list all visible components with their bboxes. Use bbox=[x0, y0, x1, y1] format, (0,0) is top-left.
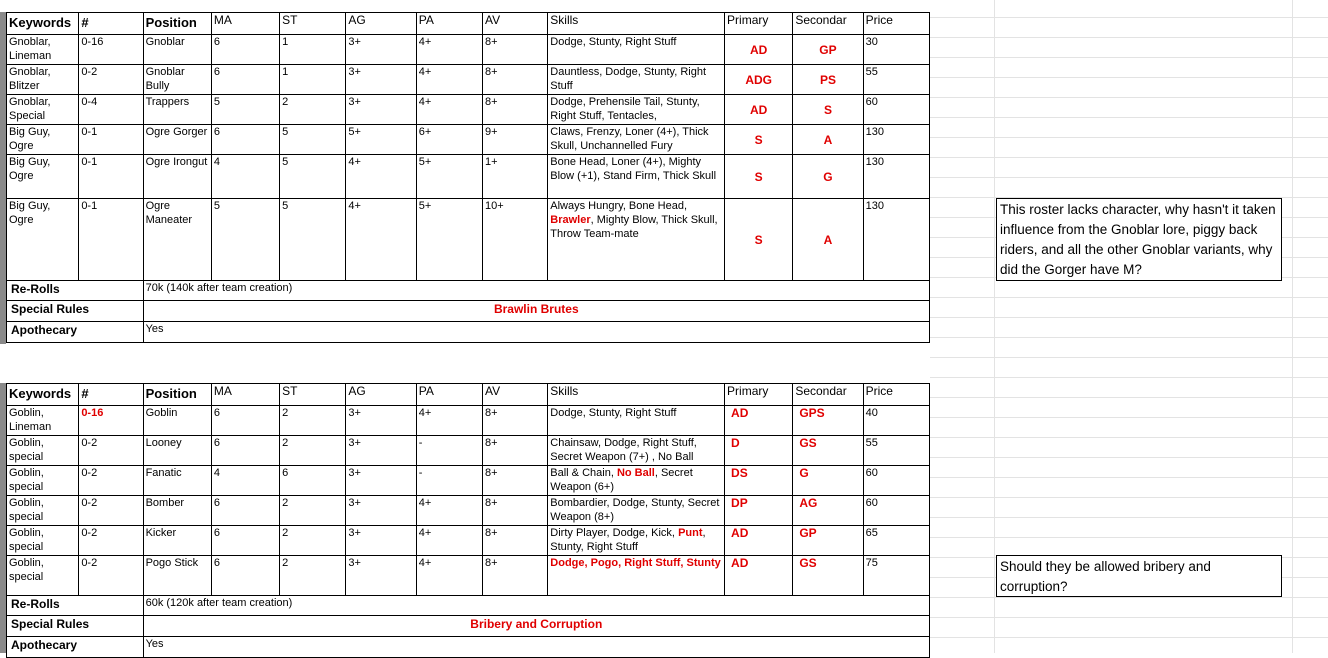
cell-position[interactable]: Ogre Irongut bbox=[143, 155, 211, 199]
cell-pa[interactable]: 4+ bbox=[416, 496, 482, 526]
cell-ag[interactable]: 3+ bbox=[346, 556, 416, 596]
cell-ma[interactable]: 6 bbox=[211, 496, 279, 526]
rerolls-label[interactable]: Re-Rolls bbox=[7, 596, 144, 616]
cell-skills[interactable]: Dodge, Stunty, Right Stuff bbox=[548, 35, 725, 65]
special-rules-row bbox=[7, 616, 930, 637]
cell-skills[interactable]: Chainsaw, Dodge, Right Stuff, Secret Weapon (7+) , No Ball bbox=[548, 436, 725, 466]
cell-position[interactable]: Kicker bbox=[143, 526, 211, 556]
roster-table-goblin bbox=[6, 383, 930, 658]
apothecary-row bbox=[7, 322, 930, 343]
grid-line bbox=[930, 337, 1328, 338]
cell-ma[interactable]: 4 bbox=[211, 155, 279, 199]
cell-secondary[interactable]: A bbox=[793, 199, 863, 281]
table-row bbox=[7, 65, 930, 95]
grid-line bbox=[930, 517, 1328, 518]
cell-pa[interactable]: 4+ bbox=[416, 556, 482, 596]
cell-position[interactable]: Looney bbox=[143, 436, 211, 466]
cell-ma[interactable]: 6 bbox=[211, 125, 279, 155]
cell-position[interactable]: Ogre Gorger bbox=[143, 125, 211, 155]
cell-skills[interactable]: Dodge, Stunty, Right Stuff bbox=[548, 406, 725, 436]
cell-position[interactable]: Bomber bbox=[143, 496, 211, 526]
cell-pa[interactable]: 5+ bbox=[416, 199, 482, 281]
cell-ma[interactable]: 4 bbox=[211, 466, 279, 496]
cell-price[interactable]: 30 bbox=[863, 35, 929, 65]
grid-line bbox=[930, 357, 1328, 358]
cell-primary[interactable]: DP bbox=[725, 496, 793, 526]
header-av[interactable]: AV bbox=[483, 13, 548, 35]
cell-st[interactable]: 2 bbox=[280, 526, 346, 556]
cell-ma[interactable]: 6 bbox=[211, 526, 279, 556]
cell-number[interactable]: 0-16 bbox=[79, 35, 143, 65]
header-av[interactable]: AV bbox=[483, 384, 548, 406]
cell-price[interactable]: 55 bbox=[863, 65, 929, 95]
cell-primary[interactable]: ADG bbox=[725, 65, 793, 95]
cell-price[interactable]: 130 bbox=[863, 125, 929, 155]
cell-price[interactable]: 75 bbox=[863, 556, 929, 596]
header-st[interactable]: ST bbox=[280, 13, 346, 35]
header-skills[interactable]: Skills bbox=[548, 384, 725, 406]
cell-price[interactable]: 130 bbox=[863, 155, 929, 199]
cell-primary[interactable]: DS bbox=[725, 466, 793, 496]
grid-line bbox=[930, 397, 1328, 398]
cell-secondary[interactable]: A bbox=[793, 125, 863, 155]
cell-ag[interactable]: 3+ bbox=[346, 406, 416, 436]
grid-line bbox=[930, 37, 1328, 38]
cell-av[interactable]: 8+ bbox=[483, 496, 548, 526]
rerolls-value[interactable]: 70k (140k after team creation) bbox=[143, 281, 929, 301]
cell-secondary[interactable]: G bbox=[793, 466, 863, 496]
cell-st[interactable]: 5 bbox=[280, 155, 346, 199]
grid-line bbox=[930, 597, 1328, 598]
cell-secondary[interactable]: AG bbox=[793, 496, 863, 526]
cell-keywords[interactable]: Goblin, special bbox=[7, 496, 79, 526]
grid-line bbox=[930, 437, 1328, 438]
cell-ag[interactable]: 3+ bbox=[346, 496, 416, 526]
header-ag[interactable]: AG bbox=[346, 384, 416, 406]
rerolls-row bbox=[7, 281, 930, 301]
cell-primary[interactable]: AD bbox=[725, 35, 793, 65]
cell-primary[interactable]: S bbox=[725, 155, 793, 199]
header-row bbox=[7, 13, 930, 35]
cell-price[interactable]: 60 bbox=[863, 95, 929, 125]
table-row bbox=[7, 496, 930, 526]
header-st[interactable]: ST bbox=[280, 384, 346, 406]
cell-number[interactable]: 0-2 bbox=[79, 65, 143, 95]
grid-line bbox=[930, 537, 1328, 538]
comment-box[interactable]: Should they be allowed bribery and corruption? bbox=[996, 555, 1282, 597]
cell-position[interactable]: Gnoblar bbox=[143, 35, 211, 65]
cell-pa[interactable]: - bbox=[416, 436, 482, 466]
table-row bbox=[7, 35, 930, 65]
cell-position[interactable]: Ogre Maneater bbox=[143, 199, 211, 281]
cell-skills[interactable]: Claws, Frenzy, Loner (4+), Thick Skull, Unchannelled Fury bbox=[548, 125, 725, 155]
table-row bbox=[7, 199, 930, 281]
cell-primary[interactable]: AD bbox=[725, 556, 793, 596]
cell-number[interactable]: 0-2 bbox=[79, 556, 143, 596]
cell-price[interactable]: 60 bbox=[863, 496, 929, 526]
skills-highlight: No Ball bbox=[616, 467, 655, 479]
cell-pa[interactable]: 6+ bbox=[416, 125, 482, 155]
roster-table-ogre bbox=[6, 12, 930, 343]
rerolls-value[interactable]: 60k (120k after team creation) bbox=[143, 596, 929, 616]
cell-ag[interactable]: 3+ bbox=[346, 35, 416, 65]
cell-price[interactable]: 60 bbox=[863, 466, 929, 496]
table-row bbox=[7, 466, 930, 496]
cell-ma[interactable]: 6 bbox=[211, 556, 279, 596]
skills-highlight: Brawler bbox=[550, 214, 591, 226]
skills-text: , Stunty, Right Stuff bbox=[550, 527, 706, 553]
table-row bbox=[7, 436, 930, 466]
apothecary-label[interactable]: Apothecary bbox=[7, 322, 144, 343]
cell-st[interactable]: 2 bbox=[280, 95, 346, 125]
apothecary-value[interactable]: Yes bbox=[143, 322, 929, 343]
cell-av[interactable]: 8+ bbox=[483, 65, 548, 95]
cell-st[interactable]: 1 bbox=[280, 65, 346, 95]
header-secondary[interactable]: Secondar bbox=[793, 384, 863, 406]
cell-ag[interactable]: 3+ bbox=[346, 526, 416, 556]
cell-av[interactable]: 8+ bbox=[483, 95, 548, 125]
cell-secondary[interactable]: GS bbox=[793, 436, 863, 466]
cell-pa[interactable]: 4+ bbox=[416, 406, 482, 436]
cell-keywords[interactable]: Goblin, special bbox=[7, 436, 79, 466]
cell-av[interactable]: 9+ bbox=[483, 125, 548, 155]
special-rules-label[interactable]: Special Rules bbox=[7, 616, 144, 637]
cell-ag[interactable]: 5+ bbox=[346, 125, 416, 155]
cell-price[interactable]: 130 bbox=[863, 199, 929, 281]
header-number[interactable]: # bbox=[79, 13, 143, 35]
cell-av[interactable]: 8+ bbox=[483, 35, 548, 65]
apothecary-value[interactable]: Yes bbox=[143, 637, 929, 658]
skills-text: Ball & Chain, bbox=[550, 467, 617, 479]
cell-number[interactable]: 0-2 bbox=[79, 526, 143, 556]
cell-primary[interactable]: S bbox=[725, 199, 793, 281]
cell-secondary[interactable]: GS bbox=[793, 556, 863, 596]
cell-st[interactable]: 6 bbox=[280, 466, 346, 496]
cell-skills[interactable] bbox=[548, 526, 725, 556]
cell-av[interactable]: 8+ bbox=[483, 556, 548, 596]
grid-line bbox=[930, 477, 1328, 478]
cell-av[interactable]: 8+ bbox=[483, 406, 548, 436]
cell-secondary[interactable]: PS bbox=[793, 65, 863, 95]
header-primary[interactable]: Primary bbox=[725, 13, 793, 35]
cell-position[interactable]: Trappers bbox=[143, 95, 211, 125]
header-price[interactable]: Price bbox=[863, 384, 929, 406]
cell-st[interactable]: 1 bbox=[280, 35, 346, 65]
cell-ma[interactable]: 6 bbox=[211, 406, 279, 436]
apothecary-label[interactable]: Apothecary bbox=[7, 637, 144, 658]
grid-line bbox=[930, 157, 1328, 158]
cell-position[interactable]: Gnoblar Bully bbox=[143, 65, 211, 95]
cell-ag[interactable]: 4+ bbox=[346, 155, 416, 199]
header-position[interactable]: Position bbox=[143, 384, 211, 406]
header-primary[interactable]: Primary bbox=[725, 384, 793, 406]
cell-price[interactable]: 40 bbox=[863, 406, 929, 436]
comment-box[interactable]: This roster lacks character, why hasn't it taken influence from the Gnoblar lore, piggy back riders, and all the other Gnoblar variants, why did the Gorger have M? bbox=[996, 198, 1282, 281]
cell-keywords[interactable]: Goblin, special bbox=[7, 526, 79, 556]
cell-keywords[interactable]: Goblin, special bbox=[7, 466, 79, 496]
rerolls-label[interactable]: Re-Rolls bbox=[7, 281, 144, 301]
cell-av[interactable]: 8+ bbox=[483, 436, 548, 466]
header-skills[interactable]: Skills bbox=[548, 13, 725, 35]
cell-pa[interactable]: 5+ bbox=[416, 155, 482, 199]
cell-number[interactable]: 0-16 bbox=[79, 406, 143, 436]
skills-highlight: Punt bbox=[678, 527, 703, 539]
cell-number[interactable]: 0-2 bbox=[79, 496, 143, 526]
cell-number[interactable]: 0-2 bbox=[79, 436, 143, 466]
cell-av[interactable]: 1+ bbox=[483, 155, 548, 199]
cell-av[interactable]: 8+ bbox=[483, 526, 548, 556]
grid-line bbox=[930, 617, 1328, 618]
cell-number[interactable]: 0-1 bbox=[79, 155, 143, 199]
apothecary-row bbox=[7, 637, 930, 658]
header-row bbox=[7, 384, 930, 406]
cell-primary[interactable]: AD bbox=[725, 526, 793, 556]
cell-skills[interactable]: Dauntless, Dodge, Stunty, Right Stuff bbox=[548, 65, 725, 95]
skills-text: , Secret Weapon (6+) bbox=[550, 467, 693, 493]
table-row bbox=[7, 406, 930, 436]
table-row bbox=[7, 556, 930, 596]
header-price[interactable]: Price bbox=[863, 13, 929, 35]
cell-skills[interactable] bbox=[548, 199, 725, 281]
cell-secondary[interactable]: GP bbox=[793, 35, 863, 65]
cell-av[interactable]: 8+ bbox=[483, 466, 548, 496]
cell-ag[interactable]: 3+ bbox=[346, 466, 416, 496]
table-row bbox=[7, 526, 930, 556]
grid-line bbox=[930, 317, 1328, 318]
table-row bbox=[7, 95, 930, 125]
grid-line bbox=[930, 177, 1328, 178]
table-row bbox=[7, 125, 930, 155]
cell-skills[interactable]: Bombardier, Dodge, Stunty, Secret Weapon (8+) bbox=[548, 496, 725, 526]
header-position[interactable]: Position bbox=[143, 13, 211, 35]
skills-text: Always Hungry, Bone Head, bbox=[550, 200, 688, 212]
grid-line bbox=[930, 637, 1328, 638]
cell-keywords[interactable]: Big Guy, Ogre bbox=[7, 125, 79, 155]
cell-st[interactable]: 2 bbox=[280, 436, 346, 466]
cell-ma[interactable]: 6 bbox=[211, 436, 279, 466]
cell-number[interactable]: 0-1 bbox=[79, 125, 143, 155]
cell-pa[interactable]: 4+ bbox=[416, 95, 482, 125]
cell-ag[interactable]: 3+ bbox=[346, 95, 416, 125]
grid-line bbox=[930, 377, 1328, 378]
cell-ma[interactable]: 6 bbox=[211, 35, 279, 65]
rerolls-row bbox=[7, 596, 930, 616]
cell-position[interactable]: Pogo Stick bbox=[143, 556, 211, 596]
cell-ag[interactable]: 3+ bbox=[346, 436, 416, 466]
grid-line bbox=[930, 137, 1328, 138]
grid-line bbox=[930, 17, 1328, 18]
cell-number[interactable]: 0-4 bbox=[79, 95, 143, 125]
cell-skills[interactable]: Bone Head, Loner (4+), Mighty Blow (+1), Stand Firm, Thick Skull bbox=[548, 155, 725, 199]
cell-number[interactable]: 0-1 bbox=[79, 199, 143, 281]
cell-primary[interactable]: AD bbox=[725, 95, 793, 125]
cell-primary[interactable]: S bbox=[725, 125, 793, 155]
grid-line bbox=[930, 297, 1328, 298]
cell-position[interactable]: Fanatic bbox=[143, 466, 211, 496]
cell-keywords[interactable]: Goblin, special bbox=[7, 556, 79, 596]
cell-ag[interactable]: 4+ bbox=[346, 199, 416, 281]
cell-keywords[interactable]: Gnoblar, Lineman bbox=[7, 35, 79, 65]
cell-secondary[interactable]: GPS bbox=[793, 406, 863, 436]
grid-line bbox=[930, 117, 1328, 118]
cell-keywords[interactable]: Goblin, Lineman bbox=[7, 406, 79, 436]
cell-primary[interactable]: AD bbox=[725, 406, 793, 436]
cell-av[interactable]: 10+ bbox=[483, 199, 548, 281]
special-rules-value[interactable]: Bribery and Corruption bbox=[143, 616, 929, 637]
header-ma[interactable]: MA bbox=[211, 384, 279, 406]
cell-st[interactable]: 5 bbox=[280, 199, 346, 281]
cell-keywords[interactable]: Big Guy, Ogre bbox=[7, 199, 79, 281]
skills-text: , Mighty Blow, Thick Skull, Throw Team-mate bbox=[550, 214, 718, 240]
header-ma[interactable]: MA bbox=[211, 13, 279, 35]
cell-pa[interactable]: 4+ bbox=[416, 526, 482, 556]
header-keywords[interactable]: Keywords bbox=[7, 13, 79, 35]
grid-line bbox=[930, 417, 1328, 418]
header-number[interactable]: # bbox=[79, 384, 143, 406]
cell-skills[interactable]: Dodge, Prehensile Tail, Stunty, Right Stuff, Tentacles, bbox=[548, 95, 725, 125]
cell-primary[interactable]: D bbox=[725, 436, 793, 466]
cell-st[interactable]: 2 bbox=[280, 496, 346, 526]
cell-pa[interactable]: 4+ bbox=[416, 35, 482, 65]
grid-line bbox=[930, 77, 1328, 78]
header-pa[interactable]: PA bbox=[416, 13, 482, 35]
cell-position[interactable]: Goblin bbox=[143, 406, 211, 436]
cell-pa[interactable]: 4+ bbox=[416, 65, 482, 95]
table-row bbox=[7, 155, 930, 199]
header-keywords[interactable]: Keywords bbox=[7, 384, 79, 406]
cell-secondary[interactable]: GP bbox=[793, 526, 863, 556]
cell-ag[interactable]: 3+ bbox=[346, 65, 416, 95]
cell-ma[interactable]: 5 bbox=[211, 199, 279, 281]
cell-skills[interactable] bbox=[548, 466, 725, 496]
special-rules-value[interactable]: Brawlin Brutes bbox=[143, 301, 929, 322]
cell-number[interactable]: 0-2 bbox=[79, 466, 143, 496]
special-rules-label[interactable]: Special Rules bbox=[7, 301, 144, 322]
skills-text: Dirty Player, Dodge, Kick, bbox=[550, 527, 679, 539]
cell-price[interactable]: 65 bbox=[863, 526, 929, 556]
grid-line bbox=[930, 97, 1328, 98]
grid-line bbox=[930, 457, 1328, 458]
cell-st[interactable]: 2 bbox=[280, 406, 346, 436]
cell-skills[interactable]: Dodge, Pogo, Right Stuff, Stunty bbox=[548, 556, 725, 596]
cell-ma[interactable]: 5 bbox=[211, 95, 279, 125]
cell-st[interactable]: 5 bbox=[280, 125, 346, 155]
grid-line bbox=[930, 497, 1328, 498]
cell-price[interactable]: 55 bbox=[863, 436, 929, 466]
cell-keywords[interactable]: Gnoblar, Special bbox=[7, 95, 79, 125]
cell-secondary[interactable]: S bbox=[793, 95, 863, 125]
cell-ma[interactable]: 6 bbox=[211, 65, 279, 95]
cell-pa[interactable]: - bbox=[416, 466, 482, 496]
header-ag[interactable]: AG bbox=[346, 13, 416, 35]
cell-keywords[interactable]: Gnoblar, Blitzer bbox=[7, 65, 79, 95]
cell-secondary[interactable]: G bbox=[793, 155, 863, 199]
cell-st[interactable]: 2 bbox=[280, 556, 346, 596]
grid-line bbox=[930, 57, 1328, 58]
header-pa[interactable]: PA bbox=[416, 384, 482, 406]
cell-keywords[interactable]: Big Guy, Ogre bbox=[7, 155, 79, 199]
special-rules-row bbox=[7, 301, 930, 322]
header-secondary[interactable]: Secondar bbox=[793, 13, 863, 35]
